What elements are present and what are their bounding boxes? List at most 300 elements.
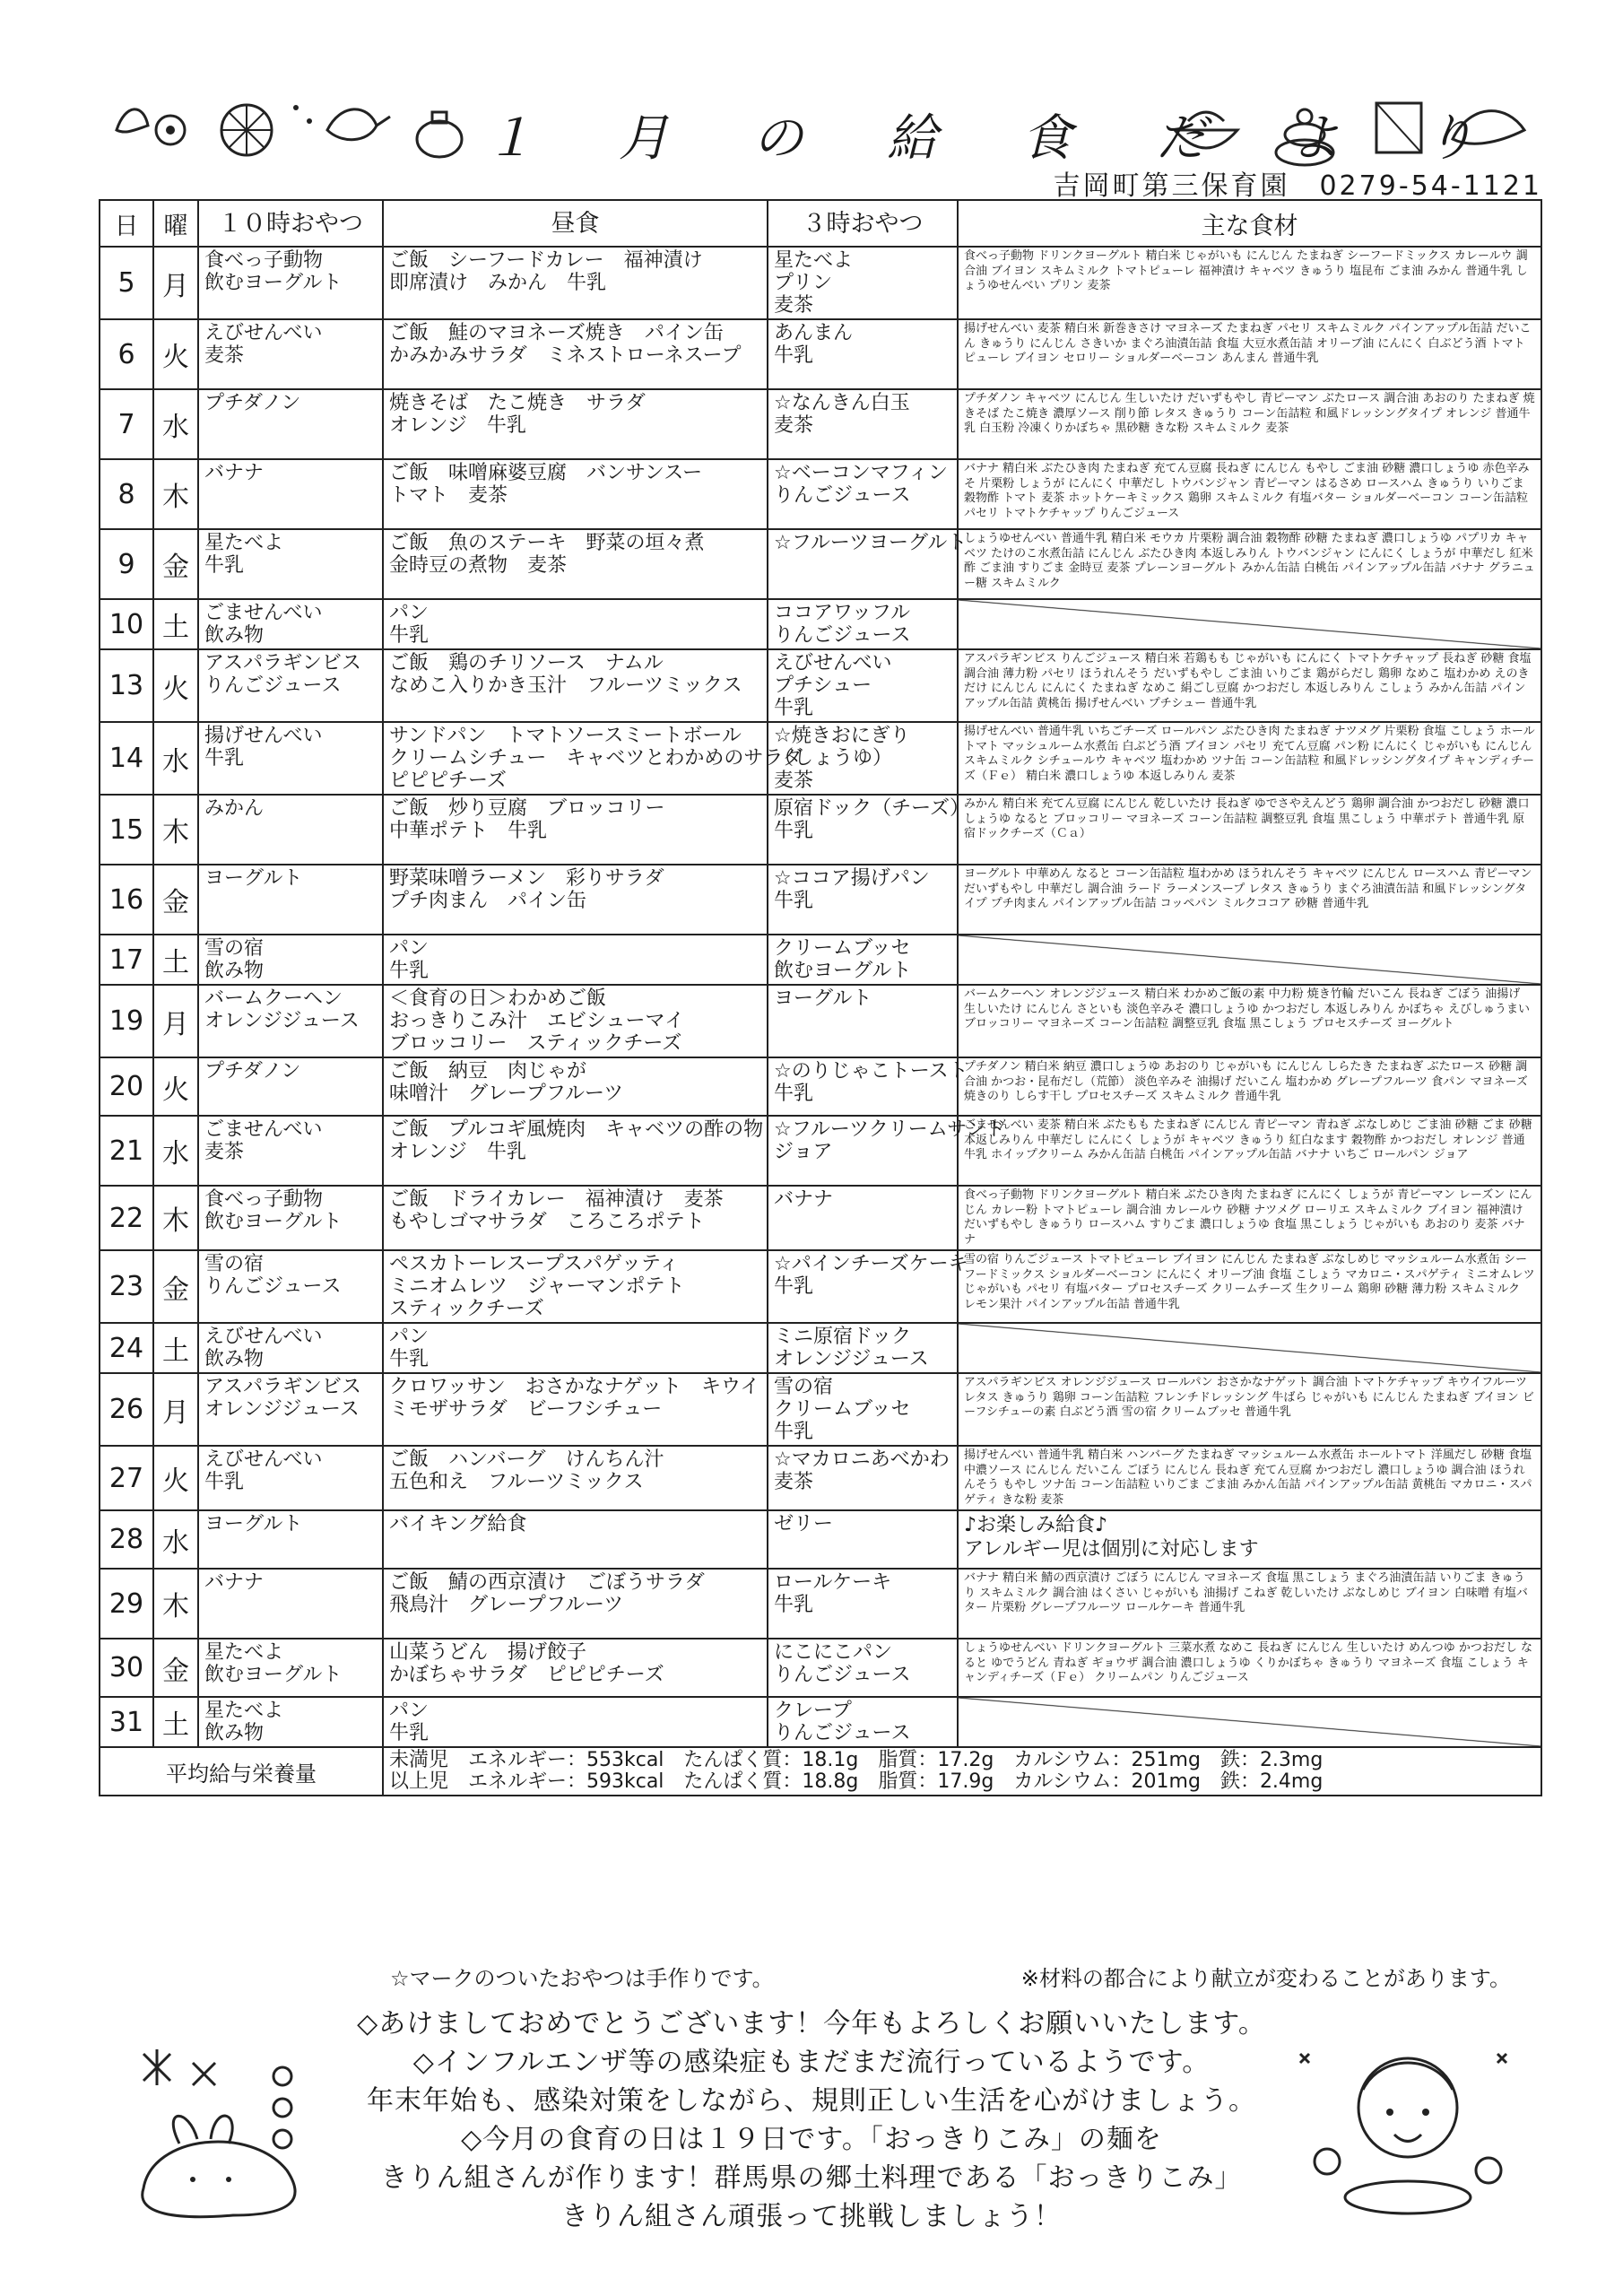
- morning-snack-cell: [198, 722, 383, 795]
- lunch-cell-line: クリームシチュー キャベツとわかめのサラダ: [389, 747, 803, 770]
- lunch-cell: [383, 935, 768, 985]
- morning-snack-cell: [198, 389, 383, 459]
- afternoon-snack-cell-line: 雪の宿: [774, 1376, 834, 1398]
- weekday-cell: 土: [153, 935, 198, 985]
- morning-snack-cell-line: ヨーグルト: [204, 867, 303, 890]
- morning-snack-cell: [198, 1116, 383, 1186]
- lunch-cell-line: ペスカトーレスープスパゲッティ: [389, 1253, 680, 1275]
- afternoon-snack-cell: [768, 935, 958, 985]
- morning-snack-cell: [198, 1373, 383, 1446]
- table-row: [100, 529, 1541, 599]
- lunch-cell: [383, 1446, 768, 1510]
- weekday-cell: 金: [153, 1639, 198, 1697]
- header-day: 日: [100, 200, 153, 247]
- table-row: [100, 1510, 1541, 1569]
- afternoon-snack-cell-line: ☆マカロニあべかわ: [774, 1448, 950, 1471]
- ingredients-cell: 雪の宿 りんごジュース トマトピューレ ブイヨン にんじん たまねぎ ぶなしめじ マッシュルーム水煮缶 シーフードミックス ショルダーベーコン にんにく オリーブ油 食塩 こしょう マカロニ・スパゲティ ミニオムレツ じゃがいも パセリ 有塩バター プロセスチーズ クリームチーズ 生クリーム 鶏卵 砂糖 薄力粉 スキムミルク レモン果汁 パインアップル缶詰 普通牛乳: [958, 1250, 1541, 1323]
- header-weekday: 曜: [153, 200, 198, 247]
- afternoon-snack-cell: [768, 795, 970, 865]
- monthly-message: [287, 2005, 1336, 2236]
- day-cell: 9: [100, 529, 153, 599]
- afternoon-snack-cell-line: 牛乳: [774, 1594, 814, 1616]
- afternoon-snack-cell-line: ロールケーキ: [774, 1571, 892, 1594]
- weekday-cell: 水: [153, 389, 198, 459]
- afternoon-snack-cell-line: ミニ原宿ドック: [774, 1326, 912, 1348]
- afternoon-snack-cell: [768, 1373, 958, 1446]
- morning-snack-cell: [198, 795, 383, 865]
- afternoon-snack-cell-line: 麦茶: [774, 294, 814, 317]
- day-cell: 26: [100, 1373, 153, 1446]
- table-row: [100, 1569, 1541, 1639]
- table-row: [100, 1186, 1541, 1250]
- page-title: １ 月 の 給 食 だ よ り: [484, 109, 1509, 168]
- lunch-cell-line: パン: [389, 1700, 430, 1722]
- table-row: [100, 1116, 1541, 1186]
- lunch-cell-line: 味噌汁 グレープフルーツ: [389, 1083, 624, 1105]
- afternoon-snack-cell: [768, 865, 958, 935]
- morning-snack-cell-line: 星たべよ: [204, 1641, 284, 1664]
- morning-snack-cell-line: 飲むヨーグルト: [204, 1211, 343, 1233]
- afternoon-snack-cell-line: ☆フルーツヨーグルト: [774, 532, 968, 554]
- lunch-cell-line: ご飯 鯖の西京漬け ごぼうサラダ: [389, 1571, 705, 1594]
- morning-snack-cell-line: アスパラギンビス: [204, 1376, 361, 1398]
- lunch-cell-line: ブロッコリー スティックチーズ: [389, 1032, 682, 1055]
- afternoon-snack-cell-line: 牛乳: [774, 697, 814, 719]
- morning-snack-cell-line: 食べっ子動物: [204, 1188, 324, 1211]
- lunch-cell-line: オレンジ 牛乳: [389, 414, 526, 437]
- lunch-cell-line: 五色和え フルーツミックス: [389, 1471, 644, 1493]
- ingredients-cell: プチダノン 精白米 納豆 濃口しょうゆ あおのり じゃがいも にんじん しらたき たまねぎ ぶたロース 砂糖 調合油 かつお・昆布だし（荒節） 淡色辛みそ 油揚げ だいこん 塩わかめ グレープフルーツ 食パン マヨネーズ 焼きのり しらす干し プロセスチーズ スキムミルク 普通牛乳: [958, 1057, 1541, 1116]
- nutrition-values: [383, 1747, 1541, 1796]
- afternoon-snack-cell-line: 星たべよ: [774, 249, 854, 272]
- afternoon-snack-cell: [768, 1510, 958, 1569]
- afternoon-snack-cell: [768, 1057, 968, 1116]
- afternoon-snack-cell-line: 飲むヨーグルト: [774, 960, 912, 982]
- lunch-cell: [383, 599, 768, 649]
- day-cell: 20: [100, 1057, 153, 1116]
- afternoon-snack-cell-line: ジョア: [774, 1141, 833, 1163]
- afternoon-snack-cell-line: ☆パインチーズケーキ: [774, 1253, 968, 1275]
- lunch-cell: [383, 649, 768, 722]
- weekday-cell: 木: [153, 1186, 198, 1250]
- weekday-cell: 土: [153, 1323, 198, 1373]
- morning-snack-cell-line: 飲み物: [204, 624, 265, 647]
- afternoon-snack-cell: [768, 599, 958, 649]
- day-cell: 8: [100, 459, 153, 529]
- table-header-row: [100, 200, 1541, 247]
- nutrition-line-over3: 以上児 エネルギー：593kcal たんぱく質：18.8g 脂質：17.9g カルシウム：201mg 鉄：2.4mg: [389, 1770, 1324, 1793]
- day-cell: 17: [100, 935, 153, 985]
- morning-snack-cell-line: ごませんべい: [204, 602, 323, 624]
- afternoon-snack-cell-line: 原宿ドック（チーズ）: [774, 797, 970, 820]
- morning-snack-cell-line: 飲み物: [204, 1722, 265, 1744]
- lunch-cell-line: おっきりこみ汁 エビシューマイ: [389, 1010, 685, 1032]
- ingredients-cell: 食べっ子動物 ドリンクヨーグルト 精白米 ぶたひき肉 たまねぎ にんにく しょうが 青ピーマン レーズン にんじん カレー粉 トマトピューレ 調合油 カレールウ 砂糖 ナツメグ ローリエ スキムミルク ブイヨン 福神漬け だいずもやし きゅうり ロースハム すりごま 濃口しょうゆ 食塩 黒こしょう じゃがいも あおのり 麦茶 バナナ: [958, 1186, 1541, 1250]
- morning-snack-cell-line: ごませんべい: [204, 1118, 323, 1141]
- morning-snack-cell-line: 飲み物: [204, 1348, 265, 1370]
- morning-snack-cell: [198, 459, 383, 529]
- message-line-5: きりん組さんが作ります！群馬県の郷土料理である「おっきりこみ」: [380, 2162, 1243, 2194]
- lunch-cell: [383, 389, 768, 459]
- lunch-cell-line: 焼きそば たこ焼き サラダ: [389, 392, 646, 414]
- ingredients-cell: しょうゆせんべい ドリンクヨーグルト 三菜水煮 なめこ 長ねぎ にんじん 生しいたけ めんつゆ かつおだし なると ゆでうどん 青ねぎ ギョウザ 調合油 濃口しょうゆ くりかぼちゃ きゅうり マヨネーズ 食塩 こしょう キャンディチーズ（Ｆｅ） クリームパン りんごジュース: [958, 1639, 1541, 1697]
- lunch-cell-line: ＜食育の日＞わかめご飯: [389, 987, 607, 1010]
- weekday-cell: 月: [153, 1373, 198, 1446]
- morning-snack-cell-line: アスパラギンビス: [204, 652, 361, 674]
- morning-snack-cell: [198, 1639, 383, 1697]
- table-row: [100, 865, 1541, 935]
- afternoon-snack-cell: [768, 529, 968, 599]
- lunch-cell-line: パン: [389, 1326, 430, 1348]
- table-row: [100, 1057, 1541, 1116]
- special-note-cell-line: アレルギー児は個別に対応します: [964, 1538, 1259, 1561]
- morning-snack-cell-line: 麦茶: [204, 1141, 245, 1163]
- morning-snack-cell-line: 牛乳: [204, 1471, 245, 1493]
- morning-snack-cell-line: バナナ: [204, 462, 265, 484]
- lunch-cell-line: トマト 麦茶: [389, 484, 508, 507]
- morning-snack-cell-line: 雪の宿: [204, 1253, 265, 1275]
- day-cell: 10: [100, 599, 153, 649]
- afternoon-snack-cell-line: ココアワッフル: [774, 602, 911, 624]
- morning-snack-cell-line: 牛乳: [204, 554, 245, 577]
- special-note-cell: [958, 1510, 1541, 1569]
- morning-snack-cell: [198, 1446, 383, 1510]
- afternoon-snack-cell: [768, 389, 958, 459]
- morning-snack-cell-line: みかん: [204, 797, 265, 820]
- bird-icon: [323, 94, 395, 157]
- day-cell: 16: [100, 865, 153, 935]
- lunch-cell: [383, 1323, 768, 1373]
- weekday-cell: 火: [153, 319, 198, 389]
- table-row: [100, 599, 1541, 649]
- afternoon-snack-cell-line: （しょうゆ）: [774, 747, 893, 770]
- sparkle-icon: [287, 94, 323, 148]
- afternoon-snack-cell-line: 麦茶: [774, 414, 814, 437]
- lunch-cell: [383, 985, 768, 1057]
- afternoon-snack-cell: [768, 722, 958, 795]
- weekday-cell: 金: [153, 529, 198, 599]
- morning-snack-cell: [198, 1323, 383, 1373]
- day-cell: 6: [100, 319, 153, 389]
- lunch-cell-line: 飛鳥汁 グレープフルーツ: [389, 1594, 624, 1616]
- ingredients-cell: 食べっ子動物 ドリンクヨーグルト 精白米 じゃがいも にんじん たまねぎ シーフードミックス カレールウ 調合油 ブイヨン スキムミルク トマトピューレ 福神漬け キャベツ きゅうり 塩昆布 ごま油 みかん 普通牛乳 しょうゆせんべい プリン 麦茶: [958, 247, 1541, 319]
- morning-snack-cell: [198, 1186, 383, 1250]
- lunch-cell-line: ご飯 炒り豆腐 ブロッコリー: [389, 797, 665, 820]
- morning-snack-cell-line: 飲むヨーグルト: [204, 272, 343, 294]
- morning-snack-cell: [198, 319, 383, 389]
- morning-snack-cell: [198, 985, 383, 1057]
- weekday-cell: 土: [153, 599, 198, 649]
- morning-snack-cell: [198, 649, 383, 722]
- morning-snack-cell: [198, 247, 383, 319]
- day-cell: 7: [100, 389, 153, 459]
- lunch-cell-line: 金時豆の煮物 麦茶: [389, 554, 568, 577]
- lunch-cell: [383, 1057, 768, 1116]
- afternoon-snack-cell-line: 牛乳: [774, 890, 814, 912]
- afternoon-snack-cell-line: ☆ベーコンマフィン: [774, 462, 948, 484]
- nutrition-label: 平均給与栄養量: [100, 1747, 383, 1796]
- afternoon-snack-cell-line: 牛乳: [774, 1083, 814, 1105]
- header-main-ingredients: 主な食材: [958, 200, 1541, 247]
- morning-snack-cell-line: えびせんべい: [204, 322, 323, 344]
- menu-body: [100, 247, 1541, 1747]
- lunch-cell-line: 牛乳: [389, 960, 430, 982]
- lunch-cell: [383, 795, 768, 865]
- afternoon-snack-cell-line: クリームブッセ: [774, 937, 911, 960]
- lunch-cell-line: ご飯 プルコギ風焼肉 キャベツの酢の物: [389, 1118, 764, 1141]
- afternoon-snack-cell-line: ☆フルーツクリームサンド: [774, 1118, 1006, 1141]
- day-cell: 29: [100, 1569, 153, 1639]
- lunch-cell: [383, 529, 768, 599]
- table-row: [100, 795, 1541, 865]
- ingredients-cell: プチダノン キャベツ にんじん 生しいたけ だいずもやし 青ピーマン ぶたロース 調合油 あおのり たまねぎ 焼きそば たこ焼き 濃厚ソース 削り節 レタス きゅうり コーン缶詰粒 和風ドレッシングタイプ オレンジ 普通牛乳 白玉粉 冷凍くりかぼちゃ 黒砂糖 きな粉 スキムミルク 麦茶: [958, 389, 1541, 459]
- morning-snack-cell-line: 雪の宿: [204, 937, 265, 960]
- afternoon-snack-cell-line: 牛乳: [774, 344, 814, 367]
- table-row: [100, 722, 1541, 795]
- afternoon-snack-cell-line: ゼリー: [774, 1513, 834, 1535]
- lunch-cell-line: ミニオムレツ ジャーマンポテト: [389, 1275, 685, 1298]
- afternoon-snack-cell: [768, 1116, 1006, 1186]
- afternoon-snack-cell-line: 牛乳: [774, 820, 814, 842]
- lunch-cell-line: ご飯 納豆 肉じゃが: [389, 1060, 587, 1083]
- day-cell: 21: [100, 1116, 153, 1186]
- lunch-cell-line: 中華ポテト 牛乳: [389, 820, 548, 842]
- lunch-cell-line: かみかみサラダ ミネストローネスープ: [389, 344, 742, 367]
- lunch-cell-line: もやしゴマサラダ ころころポテト: [389, 1211, 705, 1233]
- day-cell: 30: [100, 1639, 153, 1697]
- lunch-cell-line: パン: [389, 937, 430, 960]
- ingredients-cell: アスパラギンビス オレンジジュース ロールパン おさかなナゲット 調合油 トマトケチャップ キウイフルーツ レタス きゅうり 鶏卵 コーン缶詰粒 フレンチドレッシング 牛ばら じゃがいも にんじん たまねぎ ブイヨン ビーフシチューの素 白ぶどう酒 雪の宿 クリームブッセ 普通牛乳: [958, 1373, 1541, 1446]
- afternoon-snack-cell-line: オレンジジュース: [774, 1348, 929, 1370]
- snowflake-icon: [143, 2049, 215, 2085]
- day-cell: 13: [100, 649, 153, 722]
- header-afternoon-snack: ３時おやつ: [768, 200, 958, 247]
- afternoon-snack-cell-line: にこにこパン: [774, 1641, 893, 1664]
- weekday-cell: 木: [153, 459, 198, 529]
- message-line-3: 年末年始も、感染対策をしながら、規則正しい生活を心がけましょう。: [367, 2085, 1256, 2117]
- day-cell: 28: [100, 1510, 153, 1569]
- morning-snack-cell-line: えびせんべい: [204, 1448, 323, 1471]
- lunch-cell-line: ご飯 シーフードカレー 福神漬け: [389, 249, 703, 272]
- morning-snack-cell-line: 星たべよ: [204, 1700, 284, 1722]
- afternoon-snack-cell: [768, 319, 958, 389]
- morning-snack-cell-line: 麦茶: [204, 344, 245, 367]
- header-lunch: 昼食: [383, 200, 768, 247]
- morning-snack-cell-line: バームクーヘン: [204, 987, 343, 1010]
- lunch-cell-line: 牛乳: [389, 1722, 430, 1744]
- lunch-cell: [383, 1510, 768, 1569]
- lunch-cell: [383, 865, 768, 935]
- ingredients-cell: しょうゆせんべい 普通牛乳 精白米 モウカ 片栗粉 調合油 穀物酢 砂糖 たまねぎ 濃口しょうゆ パプリカ キャベツ たけのこ水煮缶詰 にんじん ぶたひき肉 本返しみりん トウバンジャン にんにく しょうが 中華だし 紅米酢 ごま油 すりごま 金時豆 麦茶 プレーンヨーグルト みかん缶詰 白桃缶 パインアップル缶詰 バナナ グラニュー糖 スキムミルク: [958, 529, 1541, 599]
- weekday-cell: 月: [153, 247, 198, 319]
- lunch-cell: [383, 1250, 768, 1323]
- lunch-cell-line: 即席漬け みかん 牛乳: [389, 272, 607, 294]
- afternoon-snack-cell: [768, 985, 958, 1057]
- lunch-cell-line: プチ肉まん パイン缶: [389, 890, 587, 912]
- morning-snack-cell-line: 牛乳: [204, 747, 245, 770]
- flower-icon: [108, 94, 206, 157]
- afternoon-snack-cell-line: えびせんべい: [774, 652, 892, 674]
- lunch-cell: [383, 247, 768, 319]
- afternoon-snack-cell: [768, 1639, 958, 1697]
- lunch-cell-line: ご飯 味噌麻婆豆腐 バンサンスー: [389, 462, 703, 484]
- ingredients-cell: 揚げせんべい 普通牛乳 精白米 ハンバーグ たまねぎ マッシュルーム水煮缶 ホールトマト 洋風だし 砂糖 食塩 中濃ソース にんじん だいこん ごぼう にんじん 長ねぎ 充てん豆腐 かつおだし 濃口しょうゆ 調合油 ほうれんそう もやし ツナ缶 コーン缶詰粒 いりごま ごま油 みかん缶詰 パインアップル缶詰 黄桃缶 マカロニ・スパゲティ きな粉 麦茶: [958, 1446, 1541, 1510]
- lunch-cell-line: ご飯 ハンバーグ けんちん汁: [389, 1448, 664, 1471]
- weekday-cell: 火: [153, 1057, 198, 1116]
- afternoon-snack-cell-line: プリン: [774, 272, 833, 294]
- day-cell: 23: [100, 1250, 153, 1323]
- lunch-cell-line: ご飯 鮭のマヨネーズ焼き パイン缶: [389, 322, 724, 344]
- ingredients-cell: ヨーグルト 中華めん なると コーン缶詰粒 塩わかめ ほうれんそう キャベツ にんじん ロースハム 青ピーマン だいずもやし 中華だし 調合油 ラード ラーメンスープ レタス きゅうり まぐろ油漬缶詰 和風ドレッシングタイプ プチ肉まん パインアップル缶詰 コッペパン ミルクココア 砂糖 普通牛乳: [958, 865, 1541, 935]
- day-cell: 22: [100, 1186, 153, 1250]
- afternoon-snack-cell: [768, 1186, 958, 1250]
- morning-snack-cell-line: 食べっ子動物: [204, 249, 324, 272]
- weekday-cell: 水: [153, 722, 198, 795]
- afternoon-snack-cell-line: りんごジュース: [774, 484, 911, 507]
- day-cell: 24: [100, 1323, 153, 1373]
- morning-snack-cell-line: オレンジジュース: [204, 1010, 360, 1032]
- morning-snack-cell-line: 飲むヨーグルト: [204, 1664, 343, 1686]
- table-row: [100, 319, 1541, 389]
- school-name-phone: 吉岡町第三保育園 0279-54-1121: [1053, 170, 1542, 202]
- afternoon-snack-cell: [768, 1569, 958, 1639]
- afternoon-snack-cell: [768, 459, 958, 529]
- notes: [390, 1961, 1529, 1992]
- ingredients-cell: 揚げせんべい 麦茶 精白米 新巻きさけ マヨネーズ たまねぎ パセリ スキムミルク パインアップル缶詰 だいこん きゅうり にんじん さきいか まぐろ油漬缶詰 食塩 大豆水煮缶詰 オリーブ油 にんにく 白ぶどう酒 トマトピューレ ブイヨン セロリー ショルダーベーコン あんまん 普通牛乳: [958, 319, 1541, 389]
- message-line-4: ◇今月の食育の日は１９日です。「おっきりこみ」の麺を: [461, 2124, 1162, 2155]
- lunch-cell-line: オレンジ 牛乳: [389, 1141, 526, 1163]
- lunch-cell-line: 牛乳: [389, 1348, 430, 1370]
- morning-snack-cell-line: バナナ: [204, 1571, 265, 1594]
- afternoon-snack-cell: [768, 1250, 968, 1323]
- afternoon-snack-cell-line: りんごジュース: [774, 1722, 911, 1744]
- morning-snack-cell: [198, 1569, 383, 1639]
- afternoon-snack-cell-line: ☆ココア揚げパン: [774, 867, 930, 890]
- ingredients-cell: ごませんべい 麦茶 精白米 ぶたもも たまねぎ にんじん 青ピーマン 青ねぎ ぶなしめじ ごま油 砂糖 ごま 砂糖 本返しみりん 中華だし にんにく しょうが キャベツ きゅうり 紅白なます 穀物酢 かつおだし オレンジ 普通牛乳 ホイップクリーム みかん缶詰 白桃缶 パインアップル缶詰 バナナ いちご ロールパン ジョア: [958, 1116, 1541, 1186]
- afternoon-snack-cell-line: あんまん: [774, 322, 854, 344]
- morning-snack-cell: [198, 935, 383, 985]
- morning-snack-cell: [198, 1057, 383, 1116]
- ingredients-cell-empty: [958, 1323, 1541, 1373]
- table-row: [100, 459, 1541, 529]
- lunch-cell: [383, 1697, 768, 1747]
- day-cell: 27: [100, 1446, 153, 1510]
- table-row: [100, 247, 1541, 319]
- teapot-icon: [404, 94, 475, 166]
- morning-snack-cell-line: りんごジュース: [204, 1275, 342, 1298]
- nutrition-row: [100, 1747, 1541, 1796]
- day-cell: 31: [100, 1697, 153, 1747]
- ingredients-cell: バナナ 精白米 鯖の西京漬け ごぼう にんじん マヨネーズ 食塩 黒こしょう まぐろ油漬缶詰 いりごま きゅうり スキムミルク 調合油 はくさい じゃがいも 油揚げ こねぎ 乾しいたけ ぶなしめじ ブイヨン 白味噌 有塩バター 片栗粉 グレープフルーツ ロールケーキ 普通牛乳: [958, 1569, 1541, 1639]
- message-line-1: ◇あけましておめでとうございます！今年もよろしくお願いいたします。: [357, 2008, 1266, 2039]
- message-line-6: きりん組さん頑張って挑戦しましょう！: [561, 2201, 1062, 2232]
- morning-snack-cell-line: ヨーグルト: [204, 1513, 303, 1535]
- afternoon-snack-cell-line: ヨーグルト: [774, 987, 872, 1010]
- weekday-cell: 土: [153, 1697, 198, 1747]
- lunch-cell-line: スティックチーズ: [389, 1298, 544, 1320]
- afternoon-snack-cell-line: バナナ: [774, 1188, 834, 1211]
- weekday-cell: 木: [153, 795, 198, 865]
- ingredients-cell: みかん 精白米 充てん豆腐 にんじん 乾しいたけ 長ねぎ ゆでさやえんどう 鶏卵 調合油 かつおだし 砂糖 濃口しょうゆ なると ブロッコリー マヨネーズ コーン缶詰粒 調整豆乳 食塩 黒こしょう 中華ポテト 普通牛乳 原宿ドックチーズ（Ｃａ）: [958, 795, 1541, 865]
- table-row: [100, 1250, 1541, 1323]
- ingredients-cell-empty: [958, 935, 1541, 985]
- morning-snack-cell: [198, 529, 383, 599]
- lunch-cell-line: 牛乳: [389, 624, 430, 647]
- afternoon-snack-cell-line: 牛乳: [774, 1275, 814, 1298]
- special-note-cell-line: ♪お楽しみ給食♪: [964, 1514, 1108, 1536]
- ingredients-cell: バナナ 精白米 ぶたひき肉 たまねぎ 充てん豆腐 長ねぎ にんじん もやし ごま油 砂糖 濃口しょうゆ 赤色辛みそ 片栗粉 しょうが にんにく 中華だし トウバンジャン 青ピーマン はるさめ ロースハム きゅうり いりごま 穀物酢 トマト 麦茶 ホットケーキミックス 鶏卵 スキムミルク 有塩バター ショルダーベーコン コーン缶詰粒 パセリ トマトケチャップ りんごジュース: [958, 459, 1541, 529]
- morning-snack-cell: [198, 865, 383, 935]
- table-row: [100, 1323, 1541, 1373]
- ingredients-cell-empty: [958, 599, 1541, 649]
- table-row: [100, 985, 1541, 1057]
- table-row: [100, 649, 1541, 722]
- morning-snack-cell: [198, 599, 383, 649]
- table-row: [100, 1697, 1541, 1747]
- morning-snack-cell: [198, 1697, 383, 1747]
- note-star: ☆マークのついたおやつは手作りです。: [390, 1966, 774, 1991]
- weekday-cell: 水: [153, 1116, 198, 1186]
- afternoon-snack-cell: [768, 1446, 958, 1510]
- afternoon-snack-cell: [768, 247, 958, 319]
- afternoon-snack-cell: [768, 649, 958, 722]
- afternoon-snack-cell-line: ☆なんきん白玉: [774, 392, 910, 414]
- lunch-cell-line: バイキング給食: [389, 1513, 527, 1535]
- afternoon-snack-cell-line: 牛乳: [774, 1421, 814, 1443]
- lunch-cell-line: かぼちゃサラダ ピピピチーズ: [389, 1664, 664, 1686]
- header-morning-snack: １０時おやつ: [198, 200, 383, 247]
- weekday-cell: 月: [153, 985, 198, 1057]
- lunch-cell: [383, 1373, 768, 1446]
- lunch-cell-line: ピピピチーズ: [389, 770, 507, 792]
- afternoon-snack-cell-line: プチシュー: [774, 674, 872, 697]
- lunch-cell: [383, 1116, 768, 1186]
- morning-snack-cell-line: プチダノン: [204, 392, 301, 414]
- day-cell: 19: [100, 985, 153, 1057]
- day-cell: 14: [100, 722, 153, 795]
- weekday-cell: 木: [153, 1569, 198, 1639]
- afternoon-snack-cell-line: クリームブッセ: [774, 1398, 911, 1421]
- ingredients-cell: バームクーヘン オレンジジュース 精白米 わかめご飯の素 中力粉 焼き竹輪 だいこん 長ねぎ ごぼう 油揚げ 生しいたけ にんじん さといも 淡色辛みそ 濃口しょうゆ かつおだし 本返しみりん かぼちゃ えびしゅうまい ブロッコリー マヨネーズ コーン缶詰粒 調整豆乳 食塩 黒こしょう プロセスチーズ ヨーグルト: [958, 985, 1541, 1057]
- morning-snack-cell-line: プチダノン: [204, 1060, 301, 1083]
- lunch-cell-line: なめこ入りかき玉汁 フルーツミックス: [389, 674, 742, 697]
- lunch-cell-line: 山菜うどん 揚げ餃子: [389, 1641, 587, 1664]
- morning-snack-cell-line: りんごジュース: [204, 674, 342, 697]
- table-row: [100, 389, 1541, 459]
- lunch-cell-line: クロワッサン おさかなナゲット キウイ: [389, 1376, 760, 1398]
- afternoon-snack-cell-line: ☆焼きおにぎり: [774, 725, 910, 747]
- message-line-2: ◇インフルエンザ等の感染症もまだまだ流行っているようです。: [412, 2047, 1211, 2078]
- lunch-cell: [383, 1639, 768, 1697]
- ingredients-cell: 揚げせんべい 普通牛乳 いちごチーズ ロールパン ぶたひき肉 たまねぎ ナツメグ 片栗粉 食塩 こしょう ホールトマト マッシュルーム水煮缶 白ぶどう酒 ブイヨン パセリ 充てん豆腐 パン粉 にんにく じゃがいも にんじん スキムミルク シチュールウ キャベツ 塩わかめ ツナ缶 コーン缶詰粒 和風ドレッシングタイプ キャンディチーズ（Ｆｅ） 精白米 濃口しょうゆ 本返しみりん 麦茶: [958, 722, 1541, 795]
- morning-snack-cell-line: オレンジジュース: [204, 1398, 360, 1421]
- nutrition-line-under3: 未満児 エネルギー：553kcal たんぱく質：18.1g 脂質：17.2g カルシウム：251mg 鉄：2.3mg: [389, 1749, 1324, 1771]
- orange-slice-icon: [211, 94, 282, 166]
- afternoon-snack-cell-line: 麦茶: [774, 770, 814, 792]
- morning-snack-cell-line: 星たべよ: [204, 532, 284, 554]
- afternoon-snack-cell-line: りんごジュース: [774, 624, 911, 647]
- lunch-cell: [383, 1186, 768, 1250]
- lunch-cell-line: パン: [389, 602, 430, 624]
- lunch-cell-line: 野菜味噌ラーメン 彩りサラダ: [389, 867, 664, 890]
- table-row: [100, 1373, 1541, 1446]
- morning-snack-cell-line: 揚げせんべい: [204, 725, 323, 747]
- afternoon-snack-cell-line: 麦茶: [774, 1471, 814, 1493]
- table-row: [100, 1446, 1541, 1510]
- lunch-cell-line: サンドパン トマトソースミートボール: [389, 725, 742, 747]
- lunch-cell: [383, 1569, 768, 1639]
- lunch-cell-line: ご飯 魚のステーキ 野菜の垣々煮: [389, 532, 705, 554]
